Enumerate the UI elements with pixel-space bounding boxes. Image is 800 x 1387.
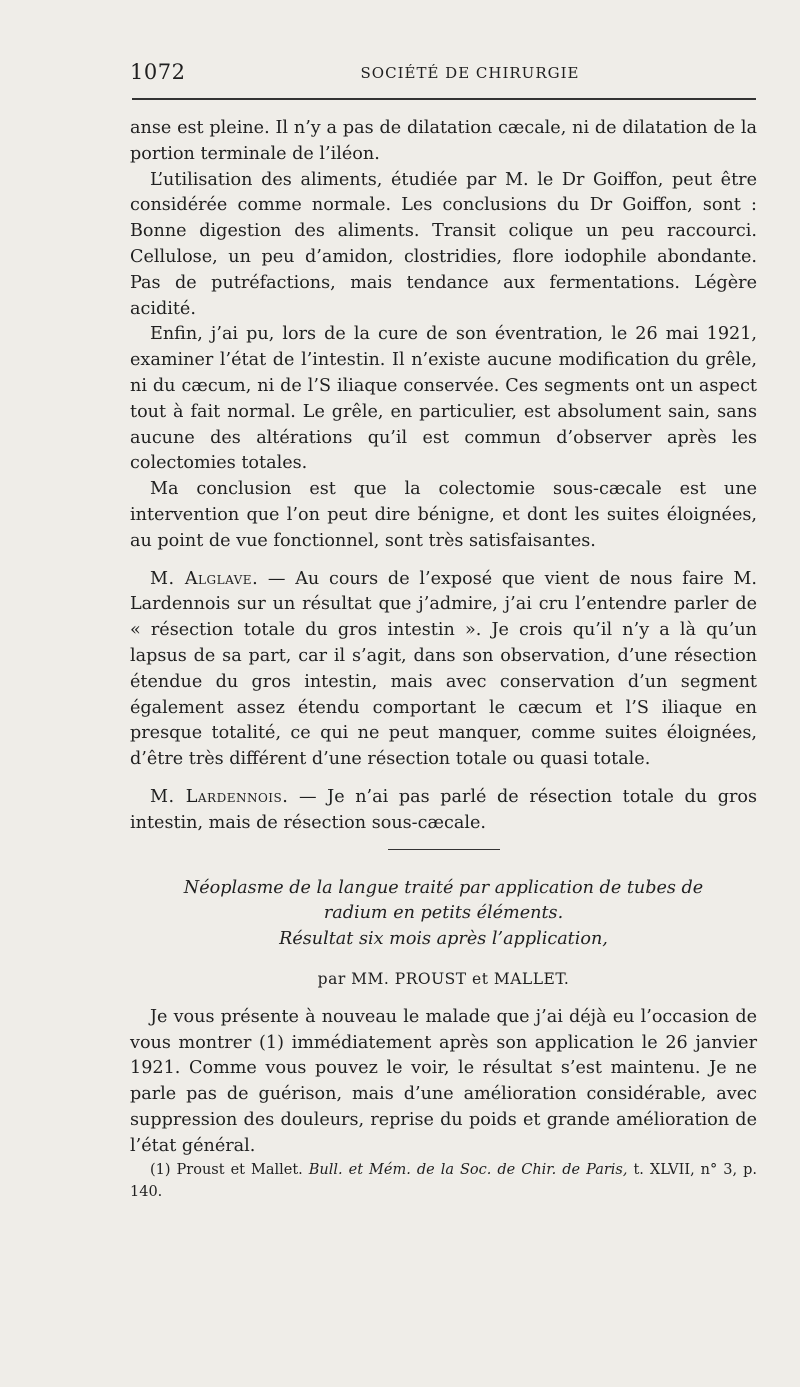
title-line-3: Résultat six mois après l’application,	[279, 929, 608, 950]
title-line-1: Néoplasme de la langue traité par application de tubes de	[183, 877, 704, 898]
footnote-authors: Proust et Mallet.	[170, 1162, 309, 1179]
footnote-source: Bull. et Mém. de la Soc. de Chir. de Paris,	[308, 1162, 628, 1179]
body-text	[130, 116, 757, 1203]
speaker-alglave: M. Alglave.	[150, 568, 259, 589]
alglave-remark	[130, 567, 757, 773]
paragraph-2: L’utilisation des aliments, étudiée par M. le Dr Goiffon, peut être considérée comme normale. Les conclusions du Dr Goiffon, sont : Bonne digestion des aliments. Transit colique un peu raccourci. Cellulose, un peu d’amidon, clostridies, flore iodophile abondante. Pas de putréfactions, mais tendance aux fermentations. Légère acidité.	[130, 169, 757, 319]
title-line-2: radium en petits éléments.	[323, 903, 564, 924]
header-rule	[132, 98, 756, 100]
paragraph-4: Ma conclusion est que la colectomie sous-cæcale est une intervention que l’on peut dire bénigne, et dont les suites éloignées, au point de vue fonctionnel, sont très satisfaisantes.	[130, 479, 757, 551]
section-title	[130, 876, 757, 953]
lardennois-remark	[130, 785, 757, 837]
footnote-ref: t. XLVII, n° 3, p. 140.	[130, 1162, 757, 1201]
lardennois-text: — Je n’ai pas parlé de résection totale du gros intestin, mais de résection sous-cæcale.	[130, 786, 757, 833]
footnote	[130, 1159, 757, 1203]
section-divider	[388, 849, 500, 850]
page-header	[130, 58, 755, 88]
section-authors: par MM. PROUST et MALLET.	[317, 969, 570, 988]
page-number: 1072	[130, 60, 186, 84]
running-title: SOCIÉTÉ DE CHIRURGIE	[360, 64, 580, 82]
footnote-marker: (1)	[150, 1162, 171, 1179]
alglave-text: — Au cours de l’exposé que vient de nous faire M. Lardennois sur un résultat que j’admire, j’ai cru l’entendre parler de « résection totale du gros intestin ». Je crois qu’il n’y a là qu’un lapsus de sa part, car il s’agit, dans son observation, d’une résection étendue du gros intestin, mais avec conservation d’un segment également assez étendu comportant le cæcum et l’S iliaque en presque totalité, ce qui ne peut manquer, comme suites éloignées, d’être très différent d’une résection totale ou quasi totale.	[130, 568, 757, 770]
paragraph-3: Enfin, j’ai pu, lors de la cure de son éventration, le 26 mai 1921, examiner l’état de l’intestin. Il n’existe aucune modification du grêle, ni du cæcum, ni de l’S iliaque conservée. Ces segments ont un aspect tout à fait normal. Le grêle, en particulier, est absolument sain, sans aucune des altérations qu’il est commun d’observer après les colectomies totales.	[130, 324, 757, 474]
section-paragraph: Je vous présente à nouveau le malade que j’ai déjà eu l’occasion de vous montrer (1) immédiatement après son application le 26 janvier 1921. Comme vous pouvez le voir, le résultat s’est maintenu. Je ne parle pas de guérison, mais d’une amélioration considérable, avec suppression des douleurs, reprise du poids et grande amélioration de l’état général.	[130, 1006, 757, 1156]
speaker-lardennois: M. Lardennois.	[150, 786, 289, 807]
paragraph-1: anse est pleine. Il n’y a pas de dilatation cæcale, ni de dilatation de la portion terminale de l’iléon.	[130, 118, 757, 164]
